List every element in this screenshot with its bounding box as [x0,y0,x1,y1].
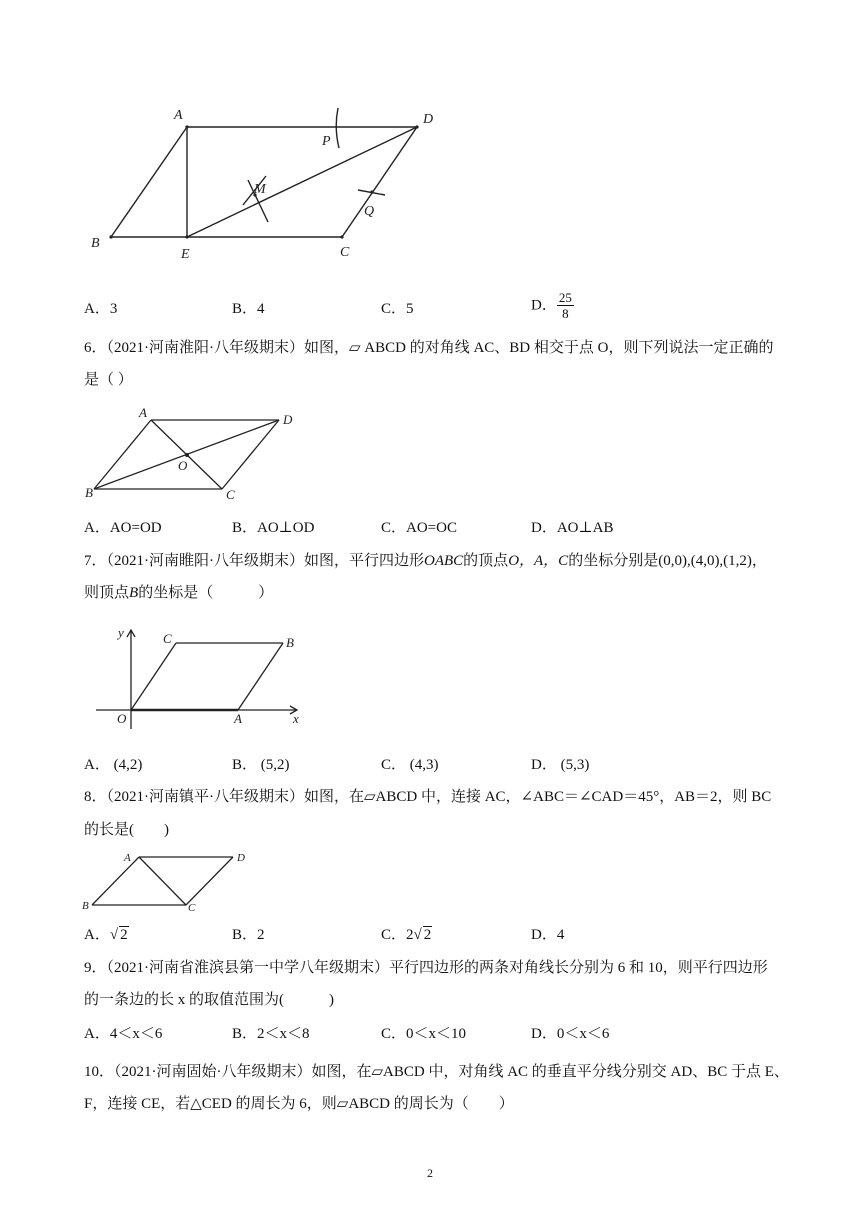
fig6-label-d: D [283,412,293,427]
fig5-label-q: Q [364,204,375,219]
fig6-label-o: O [178,458,188,473]
fig5-label-d: D [423,112,434,127]
q5-option-a[interactable]: A．3 [84,301,118,317]
q6-option-b[interactable]: B．AO⊥OD [232,520,315,536]
fig7-label-y: y [118,625,124,640]
q8-option-a[interactable]: A．√ 2 [84,927,128,943]
q5-option-c[interactable]: C．5 [381,301,414,317]
q7-figure [90,620,310,730]
q6-option-a[interactable]: A．AO=OD [84,520,162,536]
q6-option-d[interactable]: D．AO⊥AB [531,520,614,536]
fig5-label-c: C [340,245,350,260]
q7-option-a[interactable]: A． (4,2) [84,757,143,773]
q7-option-d[interactable]: D． (5,3) [531,757,590,773]
q9-option-b[interactable]: B．2＜x＜8 [232,1026,310,1042]
fig5-label-b: B [91,236,100,251]
q8-stem-line1: 8．（2021·河南镇平·八年级期末）如图，在▱ABCD 中，连接 AC，∠ABC＝∠CAD＝45°，AB＝2，则 BC [84,789,772,805]
q7-stem-line2: 则顶点B的坐标是（ ） [84,585,274,601]
q8-option-d[interactable]: D．4 [531,927,565,943]
q6-stem-line2: 是（ ） [84,372,133,388]
q9-option-c[interactable]: C．0＜x＜10 [381,1026,467,1042]
fig5-label-a: A [174,108,183,123]
fig7-label-x: x [293,711,299,726]
sqrt-icon: √ [413,927,422,943]
q6-stem-line1: 6．（2021·河南淮阳·八年级期末）如图，▱ ABCD 的对角线 AC、BD 相交于点 O，则下列说法一定正确的 [84,340,774,356]
fig7-label-a: A [234,711,242,726]
q6-option-c[interactable]: C．AO=OC [381,520,457,536]
fig6-label-b: B [85,485,93,500]
fig8-label-a: A [124,852,131,864]
fig5-label-m: M [254,182,266,197]
q7-option-c[interactable]: C． (4,3) [381,757,439,773]
q8-option-c[interactable]: C．2√ 2 [381,927,432,943]
fig6-label-c: C [226,487,235,502]
fig5-label-p: P [322,134,331,149]
q7-option-b[interactable]: B． (5,2) [232,757,290,773]
fig6-label-a: A [139,405,147,420]
fig7-label-b: B [286,635,294,650]
q5-option-b[interactable]: B．4 [232,301,265,317]
q7-stem-line1: 7．（2021·河南睢阳·八年级期末）如图，平行四边形OABC的顶点O，A，C的坐标分别是(0,0),(4,0),(1,2)， [84,553,767,569]
fig8-label-d: D [237,852,245,864]
q9-stem-line2: 的一条边的长 x 的取值范围为( ) [84,992,334,1008]
q8-figure [80,848,260,912]
q8-stem-line2: 的长是( ) [84,822,169,838]
q9-option-d[interactable]: D．0＜x＜6 [531,1026,610,1042]
fig7-label-c: C [163,631,172,646]
page-number: 2 [427,1166,433,1180]
q6-figure [80,400,310,510]
fraction: $\frac{25}{8}$ [558,290,572,321]
fig8-label-b: B [82,900,89,912]
q9-option-a[interactable]: A．4＜x＜6 [84,1026,163,1042]
fig8-label-c: C [188,902,196,912]
fig7-label-o: O [117,711,127,726]
fig5-label-e: E [181,247,190,262]
sqrt-icon: √ [109,927,119,943]
q10-stem-line1: 10．（2021·河南固始·八年级期末）如图，在▱ABCD 中，对角线 AC 的垂直平分线分别交 AD、BC 于点 E、 [84,1064,789,1080]
q10-stem-line2: F，连接 CE，若△CED 的周长为 6，则▱ABCD 的周长为（ ） [84,1096,514,1112]
q5-figure [80,100,460,270]
q5-option-d[interactable]: D． $\frac{25}{8}$ [531,290,572,321]
q8-option-b[interactable]: B．2 [232,927,265,943]
q9-stem-line1: 9．（2021·河南省淮滨县第一中学八年级期末）平行四边形的两条对角线长分别为 6 和 10，则平行四边形 [84,960,768,976]
